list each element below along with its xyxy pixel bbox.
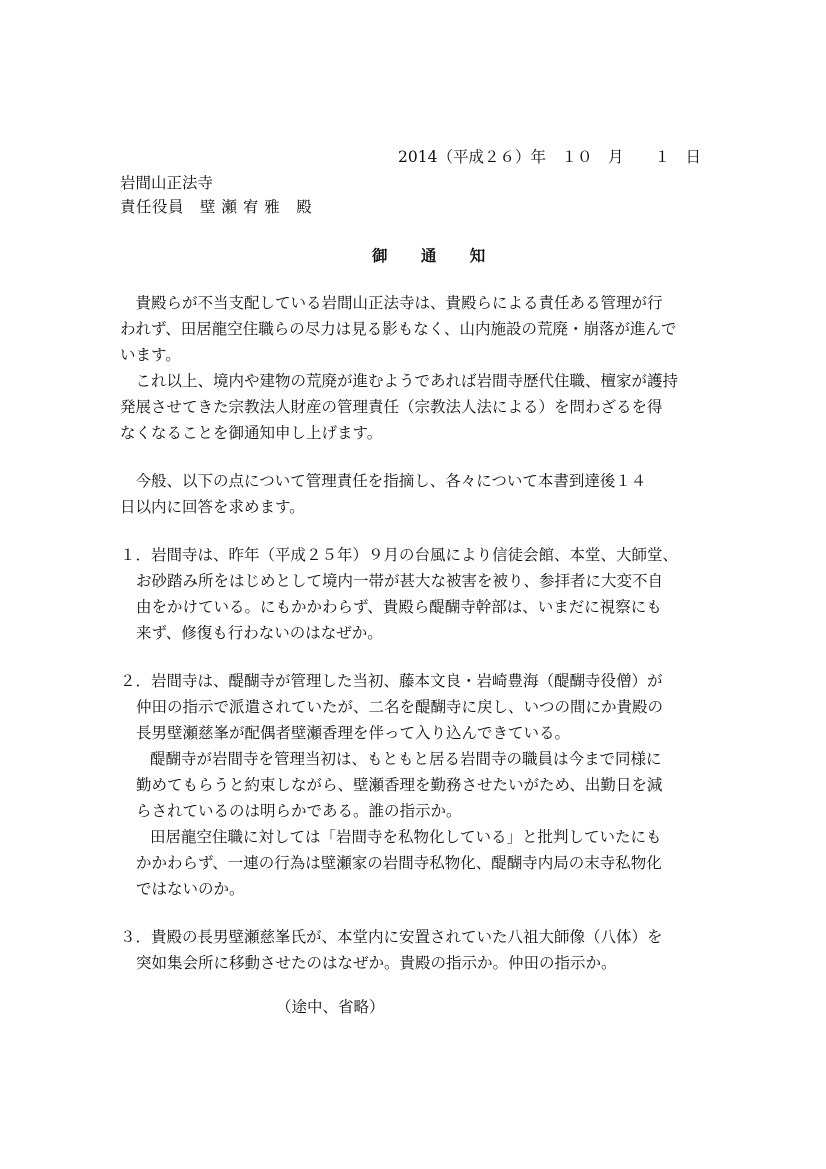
request-line: 日以内に回答を求めます。 <box>120 498 305 516</box>
intro-line: われず、田居龍空住職らの尽力は見る影もなく、山内施設の荒廃・崩落が進んで <box>120 320 677 338</box>
item-2-line: 長男壁瀬慈峯が配偶者壁瀬香理を伴って入り込んできている。 <box>136 724 571 742</box>
item-2-line: 田居龍空住職に対しては「岩間寺を私物化している」と批判していたにも <box>150 828 662 846</box>
item-1-line: １．岩間寺は、昨年（平成２５年）９月の台風により信徒会館、本堂、大師堂、 <box>120 546 679 564</box>
intro-line: なくなることを御通知申し上げます。 <box>120 424 383 442</box>
item-2-line: ２．岩間寺は、醍醐寺が管理した当初、藤本文良・岩崎豊海（醍醐寺役僧）が <box>120 672 663 690</box>
request-line: 今般、以下の点について管理責任を指摘し、各々について本書到達後１４ <box>120 472 647 490</box>
document-title: 御 通 知 <box>372 246 500 265</box>
addressee-person: 責任役員 壁 瀬 宥 雅 殿 <box>120 198 313 216</box>
omission-note: （途中、省略） <box>276 998 385 1016</box>
item-3-line: 突如集会所に移動させたのはなぜか。貴殿の指示か。仲田の指示か。 <box>136 954 617 972</box>
addressee-organization: 岩間山正法寺 <box>120 174 214 192</box>
intro-line: 貴殿らが不当支配している岩間山正法寺は、貴殿らによる責任ある管理が行 <box>120 294 663 312</box>
item-1-line: 来ず、修復も行わないのはなぜか。 <box>136 624 383 642</box>
item-2-line: らされているのは明らかである。誰の指示か。 <box>136 802 462 820</box>
item-2-line: 勤めてもらうと約束しながら、壁瀬香理を勤務させたいがため、出勤日を減 <box>136 776 663 794</box>
item-1-line: 由をかけている。にもかかわらず、貴殿ら醍醐寺幹部は、いまだに視察にも <box>136 598 662 616</box>
item-2-line: 醍醐寺が岩間寺を管理当初は、もともと居る岩間寺の職員は今まで同様に <box>150 750 662 768</box>
intro-line: これ以上、境内や建物の荒廃が進むようであれば岩間寺歴代住職、檀家が護持 <box>120 372 679 390</box>
item-2-line: ではないのか。 <box>136 880 245 898</box>
letter-date: 2014（平成２６）年 １０ 月 １ 日 <box>398 148 701 166</box>
item-3-line: ３．貴殿の長男壁瀬慈峯氏が、本堂内に安置されていた八祖大師像（八体）を <box>120 928 663 946</box>
item-1-line: お砂踏み所をはじめとして境内一帯が甚大な被害を被り、参拝者に大変不自 <box>136 572 664 590</box>
item-2-line: 仲田の指示で派遣されていたが、二名を醍醐寺に戻し、いつの間にか貴殿の <box>136 698 664 716</box>
item-2-line: かかわらず、一連の行為は壁瀬家の岩間寺私物化、醍醐寺内局の末寺私物化 <box>136 854 662 872</box>
intro-line: 発展させてきた宗教法人財産の管理責任（宗教法人法による）を問わざるを得 <box>120 398 663 416</box>
intro-line: います。 <box>120 346 181 364</box>
